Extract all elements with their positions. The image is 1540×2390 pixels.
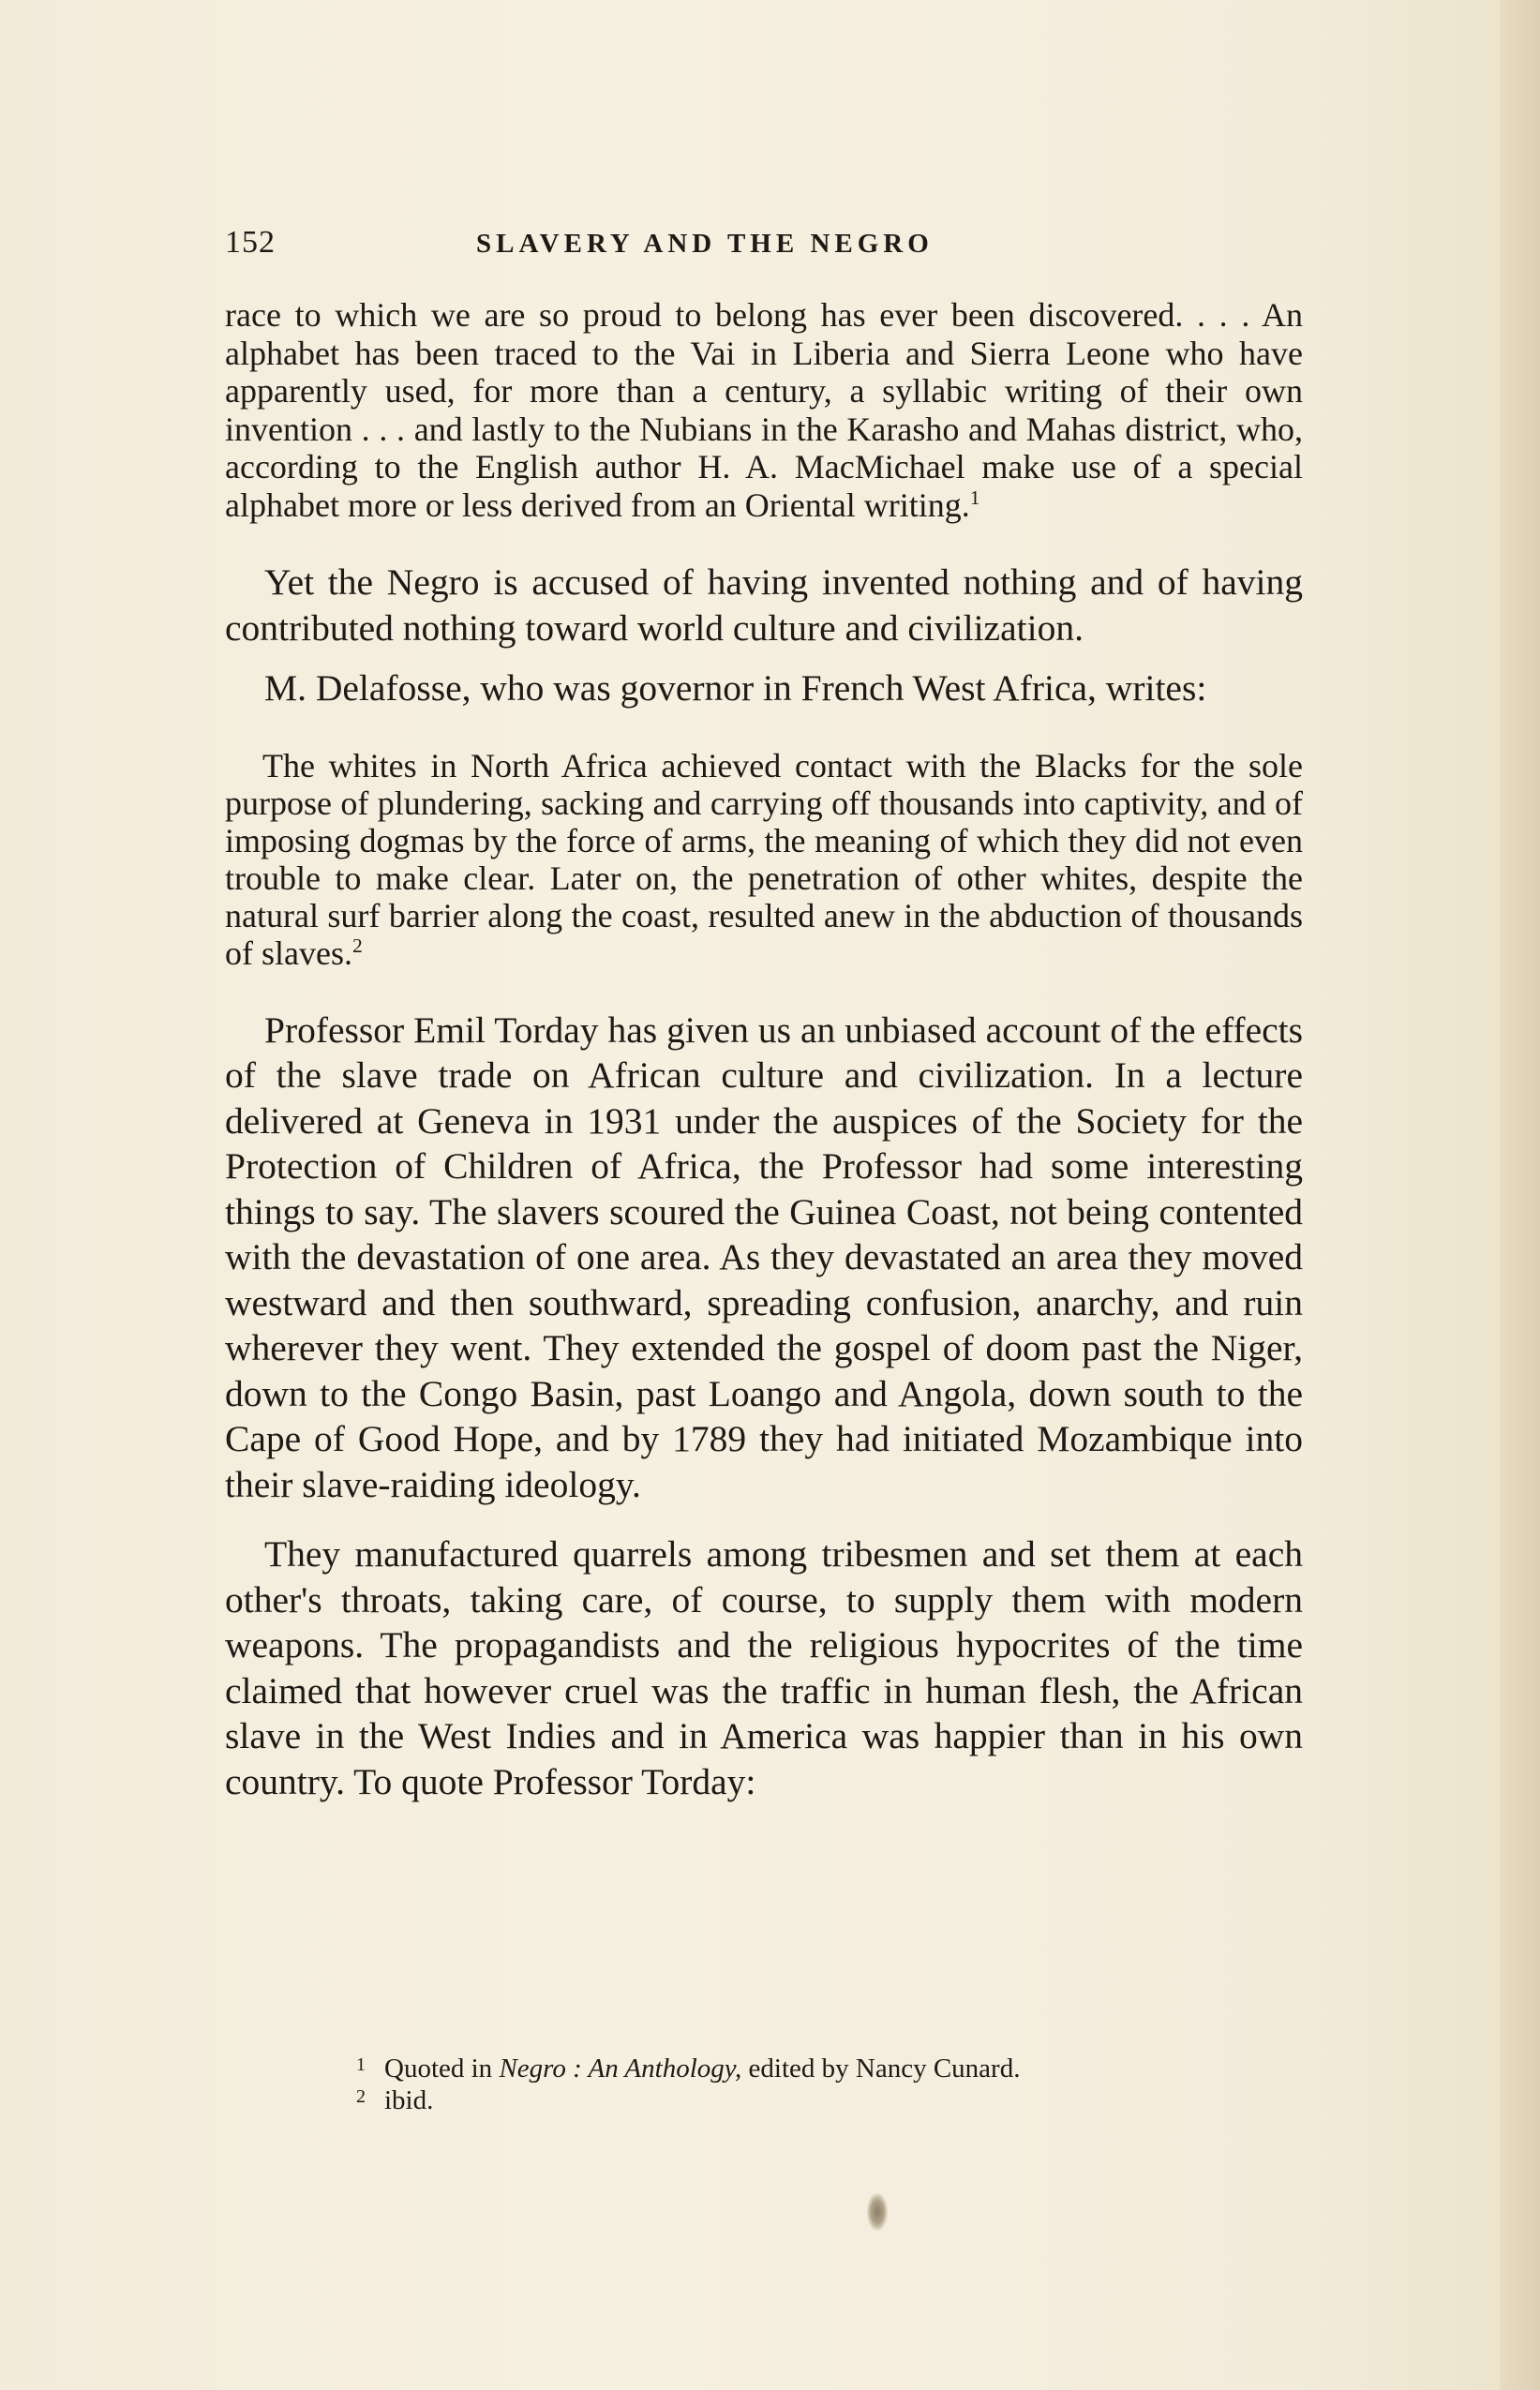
paragraph-text: race to which we are so proud to belong has ever been discovered. . . . An alphabet has been traced to the Vai in Liberia and Sierra Leone who have apparently used, for more than a century, a syllabic writing of their own invention . . . and lastly to the Nubians in the Karasho and Mahas district, who, according to the English author H. A. MacMichael make use of a special alphabet more or less derived from an Oriental writing. bbox=[225, 296, 1303, 524]
ink-blot bbox=[867, 2193, 888, 2231]
running-title: SLAVERY AND THE NEGRO bbox=[476, 229, 934, 259]
paragraph: Professor Emil Torday has given us an unbiased account of the effects of the slave trade on African culture and civilization. In a lecture delivered at Geneva in 1931 under the auspices of the Society for the Protection of Children of Africa, the Professor had some interesting things to say. The slavers scoured the Guinea Coast, not being contented with the devastation of one area. As they devastated an area they moved westward and then southward, spreading confusion, anarchy, and ruin wherever they went. They extended the gospel of doom past the Niger, down to the Congo Basin, past Loango and Angola, down south to the Cape of Good Hope, and by 1789 they had initiated Mozambique into their slave-raiding ideology. bbox=[225, 1008, 1303, 1505]
footnotes bbox=[356, 2053, 1293, 2116]
paragraph: M. Delafosse, who was governor in French West Africa, writes: bbox=[264, 667, 1207, 709]
quote-continuation bbox=[225, 296, 1303, 524]
block-quote bbox=[225, 747, 1303, 972]
paragraph: Yet the Negro is accused of having invented nothing and of having contributed nothing toward world culture and civilization. bbox=[225, 561, 1303, 649]
page-edge bbox=[1500, 0, 1540, 2390]
page-number: 152 bbox=[225, 225, 276, 260]
footnote bbox=[356, 2084, 1293, 2116]
footnote-mark: 2 bbox=[356, 2086, 366, 2107]
footnote bbox=[356, 2053, 1293, 2084]
paragraph: They manufactured quarrels among tribesmen and set them at each other's throats, taking care, of course, to supply them with modern weapons. The propagandists and the religious hypocrites of the time claimed that however cruel was the traffic in human flesh, the African slave in the West Indies and in America was happier than in his own country. To quote Professor Torday: bbox=[225, 1533, 1303, 1802]
page-text bbox=[225, 225, 1303, 1804]
running-head bbox=[225, 225, 1303, 281]
footnote-ref: 1 bbox=[969, 485, 980, 509]
footnote-text: ibid. bbox=[384, 2085, 434, 2115]
footnote-mark: 1 bbox=[356, 2054, 366, 2075]
footnote-title: Negro : An Anthology, bbox=[499, 2054, 742, 2084]
footnote-text: Quoted in Negro : An Anthology, edited by Nancy Cunard. bbox=[384, 2054, 1021, 2084]
footnote-ref: 2 bbox=[351, 934, 363, 957]
paragraph-text: The whites in North Africa achieved contact with the Blacks for the sole purpose of plundering, sacking and carrying off thousands into captivity, and of imposing dogmas by the force of arms, the meaning of which they did not even trouble to make clear. Later on, the penetration of other whites, despite the natural surf barrier along the coast, resulted anew in the abduction of thousands of slaves. bbox=[225, 746, 1303, 972]
